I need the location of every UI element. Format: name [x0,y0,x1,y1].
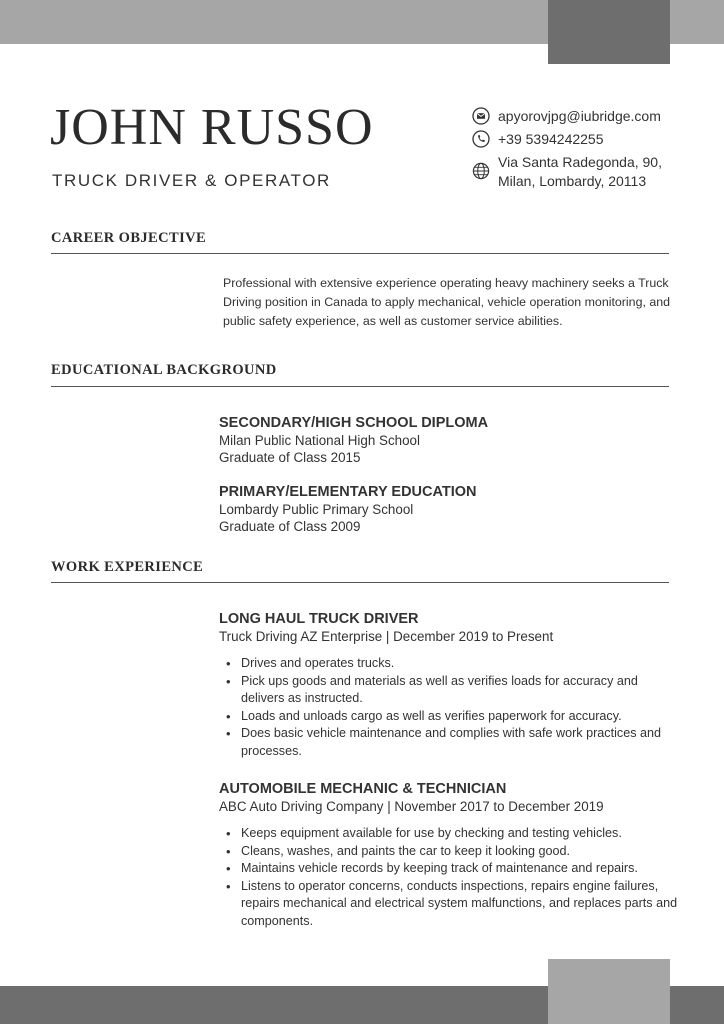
work-company-dates: Truck Driving AZ Enterprise | December 2019 to Present [219,629,554,644]
contact-email[interactable]: apyorovjpg@iubridge.com [498,108,661,124]
bottom-decorative-block [548,959,670,1024]
contact-phone[interactable]: +39 5394242255 [498,131,604,147]
contact-info [472,107,712,195]
section-divider [51,253,669,254]
work-role: LONG HAUL TRUCK DRIVER [219,611,419,627]
section-divider [51,582,669,583]
work-role: AUTOMOBILE MECHANIC & TECHNICIAN [219,781,507,797]
candidate-name: JOHN RUSSO [50,99,374,156]
job-title: TRUCK DRIVER & OPERATOR [52,171,331,190]
work-duties-list [219,655,679,760]
work-company-dates: ABC Auto Driving Company | November 2017 to December 2019 [219,799,604,814]
contact-phone-row [472,130,712,149]
work-duty-item: • Does basic vehicle maintenance and complies with safe work practices and processes. [219,725,679,760]
contact-address [498,153,662,191]
phone-icon [472,130,490,148]
envelope-icon [472,107,490,125]
address-line-1: Via Santa Radegonda, 90, [498,154,662,170]
work-duty-item: • Cleans, washes, and paints the car to keep it looking good. [219,843,679,861]
education-entry [219,415,679,466]
education-detail: Graduate of Class 2009 [219,519,361,534]
education-degree: PRIMARY/ELEMENTARY EDUCATION [219,484,477,500]
education-detail: Graduate of Class 2015 [219,450,361,465]
work-duty-item: • Pick ups goods and materials as well as verifies loads for accuracy and delivers as instructed. [219,673,679,708]
top-decorative-block [548,0,670,64]
work-duty-item: • Drives and operates trucks. [219,655,679,673]
section-title-career-objective: CAREER OBJECTIVE [51,230,207,246]
education-school: Milan Public National High School [219,433,420,448]
career-objective-text: Professional with extensive experience operating heavy machinery seeks a Truck Driving position in Canada to apply mechanical, vehicle operation monitoring, and public safety experience, as well as customer service abilities. [223,276,671,328]
work-entry [219,611,679,760]
education-degree: SECONDARY/HIGH SCHOOL DIPLOMA [219,415,489,431]
section-divider [51,386,669,387]
section-title-education: EDUCATIONAL BACKGROUND [51,362,277,378]
address-line-2: Milan, Lombardy, 20113 [498,173,647,189]
work-entry [219,781,679,930]
work-duty-item: • Listens to operator concerns, conducts inspections, repairs engine failures, repairs mechanical and electrical system malfunctions, and replaces parts and components. [219,878,679,931]
work-duty-item: • Maintains vehicle records by keeping track of maintenance and repairs. [219,860,679,878]
education-school: Lombardy Public Primary School [219,502,414,517]
work-duty-item: • Keeps equipment available for use by checking and testing vehicles. [219,825,679,843]
education-entry [219,484,679,535]
work-duties-list [219,825,679,930]
contact-address-row [472,153,712,191]
work-duty-item: • Loads and unloads cargo as well as verifies paperwork for accuracy. [219,708,679,726]
globe-icon [472,162,490,180]
contact-email-row [472,107,712,126]
section-title-work-experience: WORK EXPERIENCE [51,559,204,575]
